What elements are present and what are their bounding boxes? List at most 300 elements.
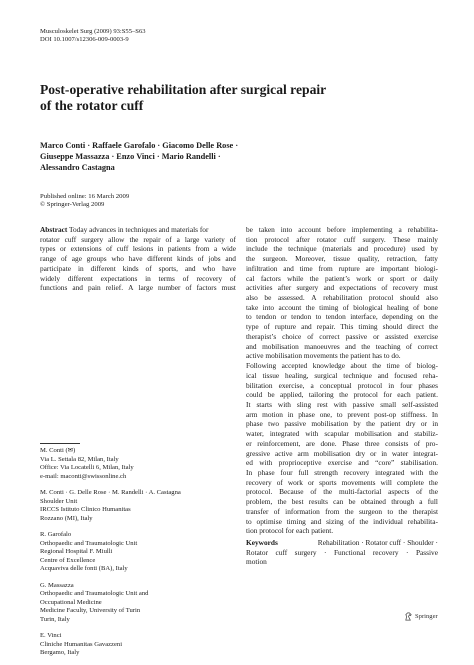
word: rotator bbox=[316, 234, 337, 244]
word: exercise bbox=[327, 458, 352, 468]
word: number bbox=[157, 283, 181, 293]
word: integrated bbox=[269, 429, 300, 439]
word: and bbox=[72, 283, 83, 293]
title-line: of the rotator cuff bbox=[40, 97, 144, 113]
keywords-line: motion bbox=[246, 557, 267, 567]
word: surgery bbox=[296, 283, 319, 293]
abstract-line bbox=[40, 274, 236, 284]
word: In bbox=[431, 409, 438, 419]
word: In bbox=[246, 467, 253, 477]
word: allow bbox=[108, 234, 125, 244]
word: phases bbox=[418, 380, 438, 390]
word: the bbox=[246, 254, 255, 264]
word: stiffness. bbox=[400, 409, 428, 419]
word: time bbox=[386, 361, 400, 371]
word: ical bbox=[246, 370, 257, 380]
word: or bbox=[280, 312, 287, 322]
affiliation-line: Orthopaedic and Traumatologic Unit bbox=[40, 539, 138, 547]
word: · bbox=[406, 547, 409, 557]
word: the bbox=[429, 322, 438, 332]
word: arm bbox=[297, 448, 309, 458]
word: recovery bbox=[343, 467, 370, 477]
word: proprioceptive bbox=[278, 458, 322, 468]
word: large bbox=[184, 234, 200, 244]
word: about bbox=[350, 361, 367, 371]
word: implementing bbox=[351, 225, 393, 234]
word: the bbox=[305, 302, 315, 312]
word: surgical bbox=[314, 370, 338, 380]
copyright-notice: © Springer-Verlag 2009 bbox=[40, 201, 105, 208]
word: of bbox=[342, 302, 349, 312]
word: water bbox=[391, 448, 409, 458]
word: in bbox=[287, 409, 294, 419]
word: bone bbox=[423, 302, 438, 312]
word: should bbox=[382, 322, 403, 332]
affiliation-line: Shoulder Unit bbox=[40, 497, 78, 505]
keywords-line bbox=[246, 548, 438, 558]
keywords-label: Keywords bbox=[246, 538, 278, 547]
word: age bbox=[71, 254, 82, 264]
word: Phase bbox=[342, 438, 360, 448]
word: work bbox=[356, 273, 372, 283]
journal-header bbox=[40, 28, 340, 44]
affiliation-line: G. Massazza bbox=[40, 581, 74, 589]
abstract-line bbox=[246, 381, 438, 391]
word: of bbox=[145, 263, 152, 273]
word: Functional bbox=[333, 547, 366, 557]
word: two bbox=[268, 419, 280, 429]
word: be bbox=[267, 390, 275, 400]
word: with bbox=[277, 399, 291, 409]
word: who bbox=[202, 263, 216, 273]
word: consists bbox=[385, 438, 409, 448]
word: will bbox=[380, 477, 392, 487]
word: be bbox=[246, 225, 253, 234]
word: timing bbox=[286, 516, 306, 526]
word: water, bbox=[246, 429, 264, 439]
word: rehabilitation bbox=[323, 293, 363, 303]
word: the bbox=[309, 273, 319, 283]
word: and bbox=[377, 370, 389, 380]
word: or bbox=[410, 273, 418, 283]
word: variety bbox=[204, 234, 225, 244]
word: tissue bbox=[262, 370, 280, 380]
word: of bbox=[165, 234, 172, 244]
word: rehabilita- bbox=[407, 225, 438, 234]
word: full bbox=[298, 467, 309, 477]
word: recovery bbox=[372, 547, 399, 557]
word: surgeon. bbox=[262, 254, 288, 264]
word: kinds bbox=[122, 263, 139, 273]
word: knowledge bbox=[312, 361, 345, 371]
word: with bbox=[259, 458, 273, 468]
word: stabilisation. bbox=[400, 458, 438, 468]
word: integrated bbox=[375, 467, 405, 477]
word: pain bbox=[88, 283, 101, 293]
word: and bbox=[357, 244, 369, 254]
word: recovery bbox=[246, 477, 272, 487]
word: of bbox=[276, 477, 283, 487]
abstract-line bbox=[246, 235, 438, 245]
word: movements bbox=[341, 477, 376, 487]
word: for bbox=[383, 390, 392, 400]
keywords-first-line bbox=[246, 538, 438, 548]
word: and bbox=[184, 263, 196, 273]
word: and bbox=[310, 516, 322, 526]
word: with bbox=[410, 467, 424, 477]
word: multi-factorial bbox=[338, 487, 382, 497]
word: optimise bbox=[256, 516, 282, 526]
affiliation-block bbox=[40, 447, 236, 481]
author-list bbox=[40, 140, 340, 173]
abstract-line bbox=[246, 332, 438, 342]
word: rotator bbox=[40, 234, 60, 244]
word: bilitation bbox=[246, 380, 273, 390]
word: phase bbox=[257, 467, 275, 477]
word: gressive bbox=[246, 448, 271, 458]
abstract-line bbox=[246, 497, 438, 507]
word: prevent bbox=[347, 409, 370, 419]
word: the bbox=[277, 497, 287, 507]
word: kinds bbox=[177, 254, 193, 264]
word: protocol bbox=[264, 234, 290, 244]
abstract-first-line bbox=[40, 225, 236, 235]
word: the bbox=[428, 312, 438, 322]
word: protocol bbox=[368, 293, 394, 303]
abstract-line bbox=[246, 419, 438, 429]
word: into bbox=[262, 302, 275, 312]
word: large bbox=[138, 283, 153, 293]
word: pro- bbox=[425, 438, 438, 448]
abstract-line bbox=[246, 517, 438, 527]
abstract-label: Abstract bbox=[40, 225, 68, 234]
word: the bbox=[361, 341, 371, 351]
affiliation-block bbox=[40, 489, 236, 523]
affiliation-line: Centre of Excellence bbox=[40, 556, 96, 564]
word: teaching bbox=[375, 341, 401, 351]
word: best bbox=[291, 497, 304, 507]
word: of bbox=[60, 254, 68, 264]
abstract-line bbox=[246, 507, 438, 517]
author-line: Giuseppe Massazza · Enzo Vinci · Mario Randelli · bbox=[40, 152, 221, 161]
word: must bbox=[221, 283, 236, 293]
abstract-line bbox=[246, 478, 438, 488]
word: scapular bbox=[324, 429, 349, 439]
abstract-line bbox=[246, 371, 438, 381]
word: to bbox=[246, 516, 252, 526]
word: rehabilita- bbox=[407, 516, 438, 526]
affiliation-line: Orthopaedic and Traumatologic Unit and bbox=[40, 590, 149, 598]
word: sports, bbox=[158, 263, 178, 273]
word: direct bbox=[407, 322, 424, 332]
word: infiltration bbox=[246, 263, 278, 273]
abstract-line bbox=[246, 283, 438, 293]
word: extensions bbox=[70, 244, 102, 254]
word: problem, bbox=[246, 497, 273, 507]
word: three bbox=[364, 438, 380, 448]
springer-horse-icon bbox=[404, 612, 413, 621]
affiliation-block bbox=[40, 531, 236, 574]
word: mobilisation bbox=[311, 419, 349, 429]
word: strength bbox=[314, 467, 338, 477]
word: expectations bbox=[100, 273, 138, 283]
word: must bbox=[423, 283, 438, 293]
word: done. bbox=[320, 438, 337, 448]
word: are bbox=[305, 438, 315, 448]
word: lesions bbox=[132, 244, 154, 254]
abstract-line bbox=[40, 235, 236, 245]
abstract-line bbox=[246, 303, 438, 313]
word: information bbox=[285, 506, 320, 516]
affiliation-line: Cliniche Humanitas Gavazzeni bbox=[40, 640, 123, 648]
word: Rotator bbox=[246, 547, 269, 557]
word: type bbox=[246, 322, 259, 332]
word: passive bbox=[284, 419, 307, 429]
publication-info bbox=[40, 193, 240, 209]
word: technique bbox=[288, 244, 317, 254]
word: rupture bbox=[274, 322, 297, 332]
word: individual bbox=[373, 516, 403, 526]
word: range bbox=[40, 254, 57, 264]
word: of bbox=[263, 322, 270, 332]
abstract-right-column bbox=[246, 225, 438, 536]
word: surgery bbox=[81, 234, 104, 244]
word: exercise bbox=[413, 331, 438, 341]
affiliation-line: Turin, Italy bbox=[40, 615, 70, 623]
word: correct bbox=[319, 331, 340, 341]
publisher-name: Springer bbox=[415, 613, 438, 620]
word: important bbox=[380, 263, 409, 273]
word: also bbox=[426, 293, 438, 303]
word: widely bbox=[40, 273, 60, 283]
word: integrat- bbox=[413, 448, 438, 458]
abstract-line bbox=[246, 225, 438, 235]
word: participate bbox=[40, 263, 71, 273]
word: (materials bbox=[322, 244, 352, 254]
word: of bbox=[106, 244, 113, 254]
affiliation-line: Office: Via Locatelli 6, Milan, Italy bbox=[40, 464, 134, 472]
word: recovery bbox=[196, 273, 223, 283]
word: after bbox=[277, 283, 292, 293]
word: of bbox=[348, 516, 355, 526]
abstract-line bbox=[246, 410, 438, 420]
word: functions bbox=[40, 283, 68, 293]
word: tendon bbox=[291, 312, 312, 322]
word: after bbox=[296, 234, 310, 244]
word: by bbox=[430, 244, 438, 254]
affiliation-block bbox=[40, 582, 236, 625]
word: quality, bbox=[357, 254, 380, 264]
abstract-line: Today advances in techniques and materials for bbox=[67, 225, 209, 234]
abstract-line bbox=[246, 468, 438, 478]
word: cuff bbox=[64, 234, 77, 244]
abstract-line bbox=[40, 254, 236, 264]
word: have bbox=[222, 263, 236, 273]
word: daily bbox=[423, 273, 438, 283]
affiliation-line: M. Conti (✉) bbox=[40, 447, 76, 454]
word: complete bbox=[396, 477, 424, 487]
word: stabiliz- bbox=[414, 429, 438, 439]
word: factors bbox=[196, 283, 217, 293]
affiliation-line: Via L. Settala 82, Milan, Italy bbox=[40, 455, 119, 463]
word: Following bbox=[246, 361, 277, 371]
word: “core” bbox=[375, 458, 395, 468]
word: arm bbox=[246, 409, 258, 419]
word: factors bbox=[260, 273, 281, 283]
word: of bbox=[381, 283, 388, 293]
word: in bbox=[145, 273, 151, 283]
word: on bbox=[417, 312, 425, 322]
abstract-line bbox=[40, 264, 236, 274]
word: assessed. bbox=[277, 293, 305, 303]
word: different bbox=[67, 273, 93, 283]
word: sling bbox=[296, 399, 312, 409]
word: rupture bbox=[338, 263, 360, 273]
affiliation-line: M. Conti · G. Delle Rose · M. Randelli · A. Castagna bbox=[40, 488, 181, 496]
word: of bbox=[413, 302, 420, 312]
affiliation-line: R. Garofalo bbox=[40, 530, 72, 538]
word: relief. bbox=[105, 283, 124, 293]
word: or bbox=[307, 477, 315, 487]
word: sports bbox=[319, 477, 337, 487]
word: of bbox=[273, 506, 280, 516]
abstract-line bbox=[246, 342, 438, 352]
publisher-logo bbox=[404, 612, 438, 621]
affiliation-line: Occupational Medicine bbox=[40, 598, 102, 606]
affiliation-block bbox=[40, 632, 236, 658]
word: with bbox=[333, 399, 347, 409]
word: from bbox=[195, 244, 210, 254]
word: from bbox=[318, 263, 333, 273]
word: aspects bbox=[388, 487, 410, 497]
word: a bbox=[213, 244, 218, 254]
word: biologi- bbox=[414, 263, 438, 273]
word: of bbox=[416, 487, 423, 497]
word: the bbox=[344, 506, 354, 516]
word: of bbox=[185, 283, 192, 293]
affiliation-line: IRCCS Istituto Clinico Humanitas bbox=[40, 506, 131, 514]
affiliation-line: Acquaviva delle fonti (BA), Italy bbox=[40, 565, 128, 573]
word: to bbox=[387, 506, 394, 516]
abstract-line bbox=[246, 264, 438, 274]
word: four bbox=[400, 380, 413, 390]
word: activities bbox=[246, 283, 273, 293]
word: transfer bbox=[246, 506, 269, 516]
abstract-line bbox=[246, 487, 438, 497]
author-line: Marco Conti · Raffaele Garofalo · Giacomo Delle Rose · bbox=[40, 141, 239, 150]
word: and bbox=[397, 429, 409, 439]
word: tendon bbox=[325, 312, 346, 322]
word: A bbox=[311, 293, 317, 303]
title-line: Post-operative rehabilitation after surgical repair bbox=[40, 82, 327, 97]
abstract-line bbox=[246, 322, 438, 332]
word: results bbox=[308, 497, 328, 507]
word: expectations bbox=[339, 283, 377, 293]
word: take bbox=[246, 302, 259, 312]
footnote-divider bbox=[40, 443, 80, 444]
word: or bbox=[370, 448, 377, 458]
word: jobs bbox=[208, 254, 221, 264]
word: in bbox=[432, 419, 438, 429]
abstract-line: active mobilisation movements the patient has to do. bbox=[246, 351, 401, 361]
word: account bbox=[278, 302, 302, 312]
word: correct bbox=[417, 341, 438, 351]
word: rest bbox=[317, 399, 328, 409]
abstract-left-column bbox=[40, 225, 236, 293]
word: healing bbox=[387, 302, 409, 312]
word: applied, bbox=[280, 390, 304, 400]
word: the bbox=[428, 477, 438, 487]
word: depending bbox=[382, 312, 413, 322]
word: patient bbox=[380, 419, 401, 429]
abstract-line bbox=[246, 274, 438, 284]
word: timing bbox=[319, 302, 339, 312]
abstract-line bbox=[40, 244, 236, 254]
word: could bbox=[246, 390, 263, 400]
word: be bbox=[348, 497, 356, 507]
word: tendon bbox=[256, 312, 277, 322]
word: four bbox=[280, 467, 293, 477]
word: exercise, bbox=[278, 380, 305, 390]
affiliation-line: Bergamo, Italy bbox=[40, 649, 80, 657]
word: active bbox=[275, 448, 293, 458]
word: tailoring bbox=[308, 390, 334, 400]
word: surgery bbox=[294, 547, 317, 557]
word: Passive bbox=[415, 547, 438, 557]
word: mobilisation bbox=[354, 429, 392, 439]
abstract-line bbox=[246, 449, 438, 459]
word: accepted bbox=[281, 361, 308, 371]
word: technique bbox=[343, 370, 372, 380]
word: the bbox=[428, 467, 438, 477]
word: to bbox=[336, 409, 343, 419]
article-title bbox=[40, 82, 340, 113]
word: It bbox=[246, 399, 251, 409]
word: ed bbox=[246, 458, 253, 468]
word: a bbox=[419, 497, 423, 507]
word: of bbox=[307, 331, 314, 341]
abstract-line bbox=[246, 312, 438, 322]
word: through bbox=[391, 497, 415, 507]
word: terms bbox=[158, 273, 175, 283]
word: assisted bbox=[385, 331, 409, 341]
word: protocol. bbox=[246, 487, 273, 497]
published-date: Published online: 16 March 2009 bbox=[40, 193, 130, 200]
word: mobilisation bbox=[262, 341, 299, 351]
word: with bbox=[305, 429, 319, 439]
journal-doi: DOI 10.1007/s12306-009-0003-9 bbox=[40, 36, 129, 43]
word: types bbox=[40, 244, 56, 254]
abstract-line bbox=[40, 283, 236, 293]
word: the bbox=[339, 390, 349, 400]
word: by bbox=[353, 419, 361, 429]
word: in bbox=[77, 263, 84, 273]
word: Because bbox=[279, 487, 304, 497]
word: or bbox=[377, 273, 384, 283]
word: have bbox=[128, 254, 143, 264]
word: a bbox=[176, 234, 180, 244]
word: account bbox=[298, 225, 322, 234]
word: of bbox=[310, 487, 317, 497]
word: the bbox=[273, 244, 283, 254]
abstract-line bbox=[246, 429, 438, 439]
word: Moreover, bbox=[295, 254, 326, 264]
word: a bbox=[398, 225, 402, 234]
word: biolog- bbox=[416, 361, 438, 371]
word: the bbox=[429, 487, 438, 497]
word: and bbox=[345, 341, 356, 351]
word: biological bbox=[353, 302, 383, 312]
